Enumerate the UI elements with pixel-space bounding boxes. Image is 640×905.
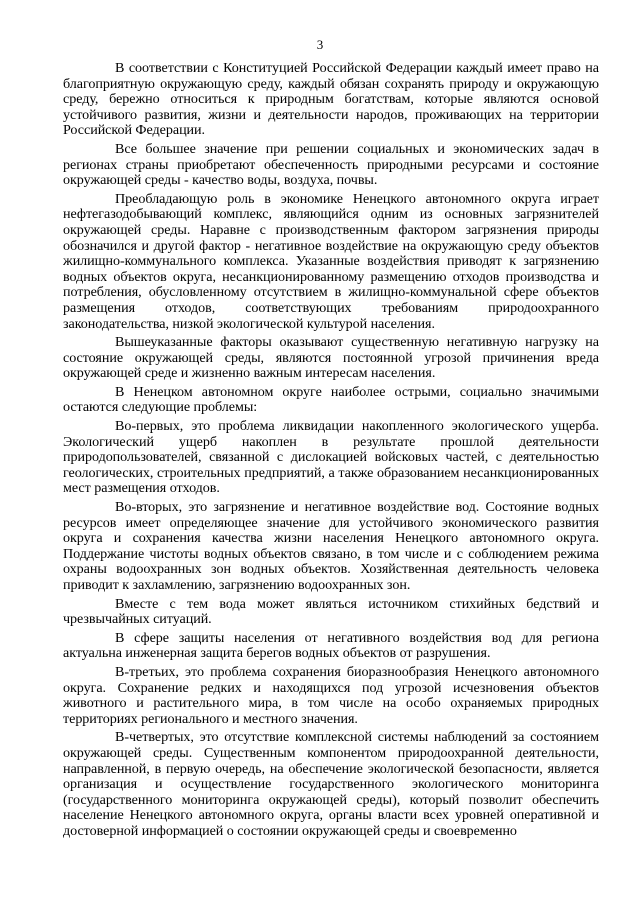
paragraph-negative-load: Вышеуказанные факторы оказывают существенную негативную нагрузку на состояние окружающей среды, являются постоянной угрозой причинения вреда окружающей среде и жизненно важным интересам населения.	[63, 334, 599, 382]
paragraph-water-disasters: Вместе с тем вода может являться источником стихийных бедствий и чрезвычайных ситуаций.	[63, 595, 599, 628]
paragraph-oil-gas-complex: Преобладающую роль в экономике Ненецкого автономного округа играет нефтегазодобывающий комплекс, являющийся одним из основных загрязнителей окружающей среды. Наравне с производственным фактором загрязнения природы обозначился и другой фактор - негативное воздействие на окружающую среду объектов жилищно-коммунального комплекса. Указанные воздействия приводят к загрязнению водных объектов округа, несанкционированному размещению отходов производства и потребления, обусловленному отсутствием в жилищно-коммунальной сфере объектов размещения отходов, соответствующих требованиям природоохранного законодательства, низкой экологической культурой населения.	[63, 190, 599, 332]
paragraph-shore-protection: В сфере защиты населения от негативного воздействия вод для региона актуальна инженерная защита берегов водных объектов от разрушения.	[63, 629, 599, 662]
paragraph-problem-first: Во-первых, это проблема ликвидации накопленного экологического ущерба. Экологический ущерб накоплен в результате прошлой деятельности природопользователей, связанной с дислокацией войсковых частей, с деятельностью геологических, строительных предприятий, а также образованием несанкционированных мест размещения отходов.	[63, 418, 599, 497]
paragraph-resource-provision: Все большее значение при решении социальных и экономических задач в регионах страны приобретают обеспеченность природными ресурсами и состояние окружающей среды - качество воды, воздуха, почвы.	[63, 140, 599, 189]
paragraph-constitution-right: В соответствии с Конституцией Российской Федерации каждый имеет право на благоприятную окружающую среду, каждый обязан сохранять природу и окружающую среду, бережно относиться к природным богатствам, которые являются основой устойчивого развития, жизни и деятельности народов, проживающих на территории Российской Федерации.	[63, 60, 599, 139]
document-body	[63, 61, 599, 843]
paragraph-problem-fourth: В-четвертых, это отсутствие комплексной системы наблюдений за состоянием окружающей среды. Существенным компонентом природоохранной деятельности, направленной, в первую очередь, на обеспечение экологической безопасности, является организация и осуществление государственного экологического мониторинга (государственного мониторинга окружающей среды), который позволит обеспечить население Ненецкого автономного округа, органы власти всех уровней оперативной и достоверной информацией о состоянии окружающей среды и своевременно	[63, 729, 599, 839]
page-number: 3	[316, 37, 324, 52]
paragraph-problem-third: В-третьих, это проблема сохранения биоразнообразия Ненецкого автономного округа. Сохранение редких и находящихся под угрозой исчезновения объектов животного и растительного мира, в том числе на особо охраняемых природных территориях регионального и местного значения.	[63, 663, 599, 727]
paragraph-problem-second: Во-вторых, это загрязнение и негативное воздействие вод. Состояние водных ресурсов имеет определяющее значение для устойчивого экономического развития округа и сохранения качества жизни населения Ненецкого автономного округа. Поддержание чистоты водных объектов связано, в том числе и с соблюдением режима охраны водоохранных зон водных объектов. Хозяйственная деятельность человека приводит к захламлению, загрязнению водоохранных зон.	[63, 499, 599, 593]
paragraph-key-problems-intro: В Ненецком автономном округе наиболее острыми, социально значимыми остаются следующие проблемы:	[63, 383, 599, 416]
